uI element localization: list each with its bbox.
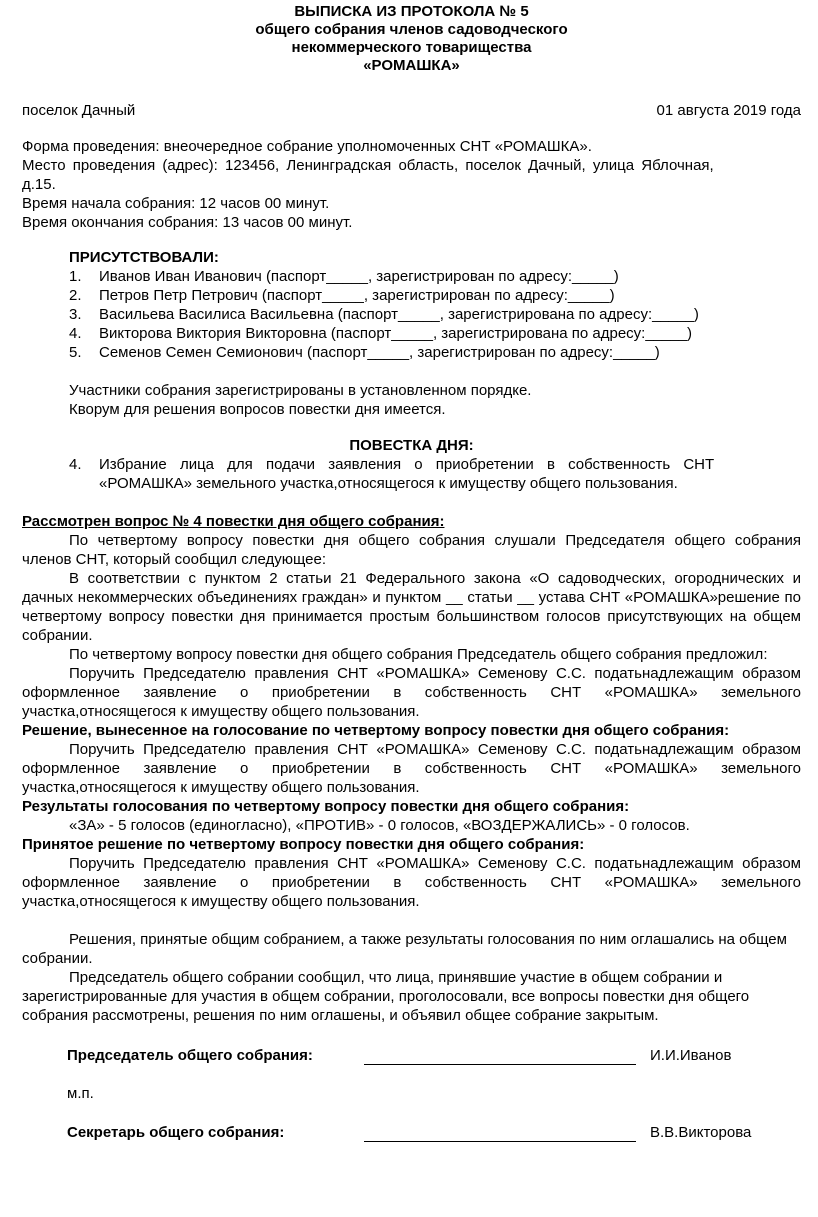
meeting-info <box>22 137 801 232</box>
chair-label: Председатель общего собрания: <box>67 1047 313 1064</box>
paragraph-8: Председатель общего собрании сообщил, что лица, принявшие участие в общем собрании и зарегистрированные для участия в общем собрании, проголосовали, все вопросы повестки дня общего собрания рассмотрены, решения по ним оглашены, и объявил общее собрание закрытым. <box>22 969 750 1024</box>
meeting-address-line-1: Место проведения (адрес): 123456, Ленинградская область, поселок Дачный, улица Яблочная, <box>22 157 714 174</box>
place-date-row <box>22 101 801 120</box>
attendance-list <box>69 267 801 362</box>
list-item <box>69 343 801 362</box>
document-page <box>22 3 801 1142</box>
meeting-form: Форма проведения: внеочередное собрание уполномоченных СНТ «РОМАШКА». <box>22 138 592 155</box>
document-title <box>22 3 801 75</box>
paragraph-7: Решения, принятые общим собранием, а также результаты голосования по ним оглашались на общем собрании. <box>22 931 787 967</box>
agenda-item-number: 4. <box>69 456 82 473</box>
attendance-notes <box>69 381 801 419</box>
secretary-label: Секретарь общего собрания: <box>67 1124 285 1141</box>
paragraph-5: Поручить Председателю правления СНТ «РОМАШКА» Семенову С.С. податьнадлежащим образом оформленное заявление о приобретении в собственность СНТ «РОМАШКА» земельного участка,относящегося к имуществу общего пользования. <box>22 741 801 796</box>
title-line-2: общего собрания членов садоводческого <box>255 21 568 38</box>
agenda-item <box>69 455 801 493</box>
secretary-name: В.В.Викторова <box>650 1124 752 1141</box>
results-heading: Результаты голосования по четвертому вопросу повестки дня общего собрания: <box>22 798 630 815</box>
list-item-text: Васильева Василиса Васильевна (паспорт_____, зарегистрирована по адресу:_____) <box>99 306 699 323</box>
title-line-3: некоммерческого товарищества <box>291 39 532 56</box>
list-item-text: Семенов Семен Семионович (паспорт_____, зарегистрирован по адресу:_____) <box>99 344 660 361</box>
meeting-address-line-2: д.15. <box>22 176 56 193</box>
list-item <box>69 324 801 343</box>
title-line-1: ВЫПИСКА ИЗ ПРОТОКОЛА № 5 <box>294 3 529 20</box>
agenda-item-line-1: Избрание лица для подачи заявления о приобретении в собственность СНТ <box>99 456 715 473</box>
voting-results: «ЗА» - 5 голосов (единогласно), «ПРОТИВ» - 0 голосов, «ВОЗДЕРЖАЛИСЬ» - 0 голосов. <box>69 817 690 834</box>
list-item-number: 1. <box>69 268 82 285</box>
vote-heading: Решение, вынесенное на голосование по четвертому вопросу повестки дня общего собрания: <box>22 722 730 739</box>
list-item-text: Петров Петр Петрович (паспорт_____, зарегистрирован по адресу:_____) <box>99 287 615 304</box>
chair-signature-row <box>22 1041 801 1065</box>
agenda-item-line-2: «РОМАШКА» земельного участка,относящегося к имуществу общего пользования. <box>99 475 678 492</box>
paragraph-6: Поручить Председателю правления СНТ «РОМАШКА» Семенову С.С. податьнадлежащим образом оформленное заявление о приобретении в собственность СНТ «РОМАШКА» земельного участка,относящегося к имуществу общего пользования. <box>22 855 801 910</box>
meeting-place: поселок Дачный <box>22 102 136 119</box>
paragraph-4: Поручить Председателю правления СНТ «РОМАШКА» Семенову С.С. податьнадлежащим образом оформленное заявление о приобретении в собственность СНТ «РОМАШКА» земельного участка,относящегося к имуществу общего пользования. <box>22 665 801 720</box>
considered-heading: Рассмотрен вопрос № 4 повестки дня общего собрания: <box>22 513 445 530</box>
attendance-heading: ПРИСУТСТВОВАЛИ: <box>69 249 219 266</box>
title-line-4: «РОМАШКА» <box>363 57 460 74</box>
list-item-text: Викторова Виктория Викторовна (паспорт_____, зарегистрирована по адресу:_____) <box>99 325 693 342</box>
list-item <box>69 286 801 305</box>
meeting-end-time: Время окончания собрания: 13 часов 00 минут. <box>22 214 353 231</box>
paragraph-1: По четвертому вопросу повестки дня общего собрания слушали Председателя общего собрания членов СНТ, который сообщил следующее: <box>22 532 801 568</box>
chair-name: И.И.Иванов <box>650 1047 732 1064</box>
list-item <box>69 267 801 286</box>
list-item <box>69 305 801 324</box>
list-item-number: 4. <box>69 325 82 342</box>
list-item-text: Иванов Иван Иванович (паспорт_____, зарегистрирован по адресу:_____) <box>99 268 619 285</box>
quorum-note: Кворум для решения вопросов повестки дня имеется. <box>69 401 446 418</box>
list-item-number: 3. <box>69 306 82 323</box>
chair-signature-line <box>364 1046 636 1065</box>
paragraph-3: По четвертому вопросу повестки дня общего собрания Председатель общего собрания предложил: <box>69 646 768 663</box>
meeting-date: 01 августа 2019 года <box>656 102 801 119</box>
secretary-signature-row <box>22 1118 801 1142</box>
agenda-heading: ПОВЕСТКА ДНЯ: <box>349 437 474 454</box>
accepted-heading: Принятое решение по четвертому вопросу повестки дня общего собрания: <box>22 836 585 853</box>
stamp-place: м.п. <box>67 1085 94 1102</box>
paragraph-2: В соответствии с пунктом 2 статьи 21 Федерального закона «О садоводческих, огороднических и дачных некоммерческих объединениях граждан» и пунктом __ статьи __ устава СНТ «РОМАШКА»решение по четвертому вопросу повестки дня принимается простым большинством голосов присутствующих на общем собрании. <box>22 570 801 644</box>
list-item-number: 5. <box>69 344 82 361</box>
list-item-number: 2. <box>69 287 82 304</box>
meeting-start-time: Время начала собрания: 12 часов 00 минут. <box>22 195 330 212</box>
secretary-signature-line <box>364 1123 636 1142</box>
registration-note: Участники собрания зарегистрированы в установленном порядке. <box>69 382 532 399</box>
agenda-item-text <box>99 455 801 493</box>
